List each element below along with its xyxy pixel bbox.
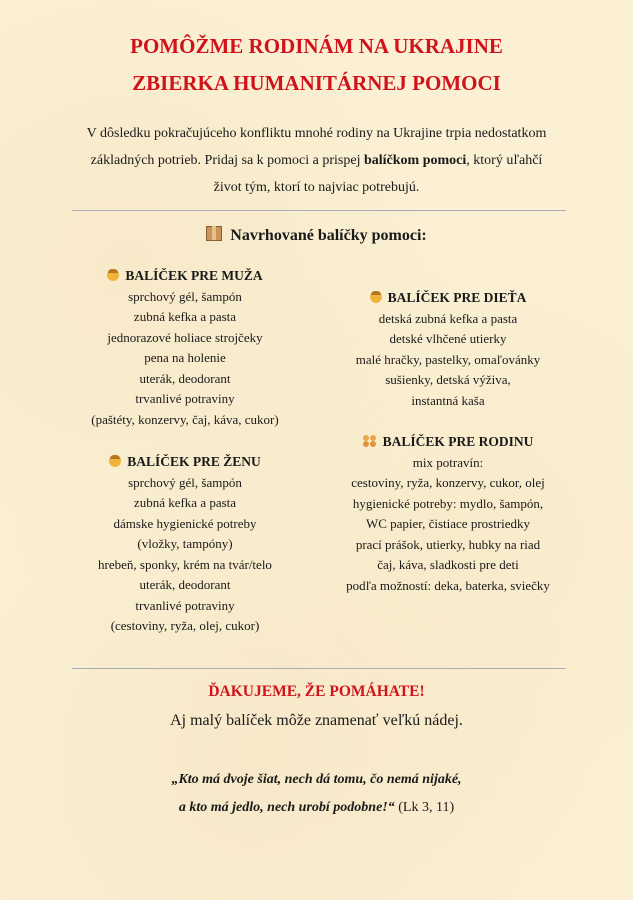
list-item: čaj, káva, sladkosti pre deti — [377, 557, 519, 572]
intro-text-1: V dôsledku pokračujúceho konfliktu mnohé rodiny na Ukrajine trpia nedostatkom základných potrieb. Pridaj sa k pomoci a prispej — [86, 126, 547, 168]
list-item: uterák, deodorant — [139, 370, 231, 386]
quote-reference: (Lk 3, 11) — [394, 800, 455, 815]
family-icon — [363, 435, 377, 447]
list-item: hrebeň, sponky, krém na tvár/telo — [98, 556, 272, 572]
list-item: instantná kaša — [411, 392, 485, 408]
package-title-text: BALÍČEK PRE RODINU — [382, 434, 534, 449]
list-item: mix potravín: — [412, 454, 484, 470]
package-man — [60, 266, 310, 430]
woman-face-icon — [109, 455, 121, 467]
package-title — [323, 288, 573, 309]
quote-line-1: „Kto má dvoje šiat, nech dá tomu, čo nemá nijaké, — [171, 772, 462, 787]
intro-bold: balíčkom pomoci — [363, 153, 467, 168]
list-item: dámske hygienické potreby — [113, 515, 257, 531]
quote-line-2: a kto má jedlo, nech urobí podobne!“ — [178, 800, 395, 815]
list-item: trvanlivé potraviny — [135, 391, 235, 406]
list-item: jednorazové holiace strojčeky — [107, 329, 263, 345]
tagline: Aj malý balíček môže znamenať veľkú nádej. — [170, 712, 463, 729]
list-item: (paštéty, konzervy, čaj, káva, cukor) — [91, 411, 279, 427]
package-icon — [206, 226, 222, 241]
package-title-text: BALÍČEK PRE MUŽA — [125, 268, 263, 283]
section-heading — [0, 226, 633, 245]
list-item: WC papier, čistiace prostriedky — [365, 516, 531, 531]
divider-bottom — [72, 668, 566, 669]
list-item: uterák, deodorant — [139, 577, 231, 592]
package-title-text: BALÍČEK PRE ŽENU — [127, 454, 261, 469]
list-item: (vložky, tampóny) — [137, 536, 233, 551]
main-title: POMÔŽME RODINÁM NA UKRAJINE — [130, 34, 503, 58]
man-face-icon — [107, 269, 119, 281]
list-item: zubná kefka a pasta — [133, 495, 237, 510]
package-title-text: BALÍČEK PRE DIEŤA — [387, 290, 527, 305]
bible-quote — [0, 766, 633, 822]
list-item: trvanlivé potraviny — [135, 597, 235, 613]
list-item: detské vlhčené utierky — [389, 331, 507, 346]
intro-paragraph — [80, 120, 553, 201]
package-title — [60, 452, 310, 473]
subtitle: ZBIERKA HUMANITÁRNEJ POMOCI — [132, 71, 501, 95]
package-child — [323, 288, 573, 411]
list-item: pena na holenie — [144, 350, 226, 365]
section-heading-text: Navrhované balíčky pomoci: — [230, 227, 427, 244]
list-item: (cestoviny, ryža, olej, cukor) — [110, 618, 260, 633]
list-item: sprchový gél, šampón — [128, 288, 242, 304]
list-item: sušienky, detská výživa, — [385, 372, 511, 387]
divider-top — [72, 210, 566, 211]
list-item: zubná kefka a pasta — [133, 309, 237, 324]
package-woman — [60, 452, 310, 637]
package-title — [323, 432, 573, 453]
list-item: podľa možností: deka, baterka, sviečky — [346, 577, 550, 593]
package-title — [60, 266, 310, 287]
list-item: cestoviny, ryža, konzervy, cukor, olej — [351, 475, 545, 490]
list-item: malé hračky, pastelky, omaľovánky — [355, 351, 541, 367]
list-item: hygienické potreby: mydlo, šampón, — [352, 495, 544, 511]
list-item: detská zubná kefka a pasta — [378, 310, 518, 326]
list-item: sprchový gél, šampón — [128, 474, 242, 490]
intro-text-2: , ktorý uľahčí život tým, ktorí to najviac potrebujú. — [213, 153, 543, 195]
child-face-icon — [370, 291, 382, 303]
list-item: prací prášok, utierky, hubky na riad — [355, 536, 541, 552]
thanks-heading: ĎAKUJEME, ŽE POMÁHATE! — [208, 683, 425, 700]
package-family — [323, 432, 573, 596]
